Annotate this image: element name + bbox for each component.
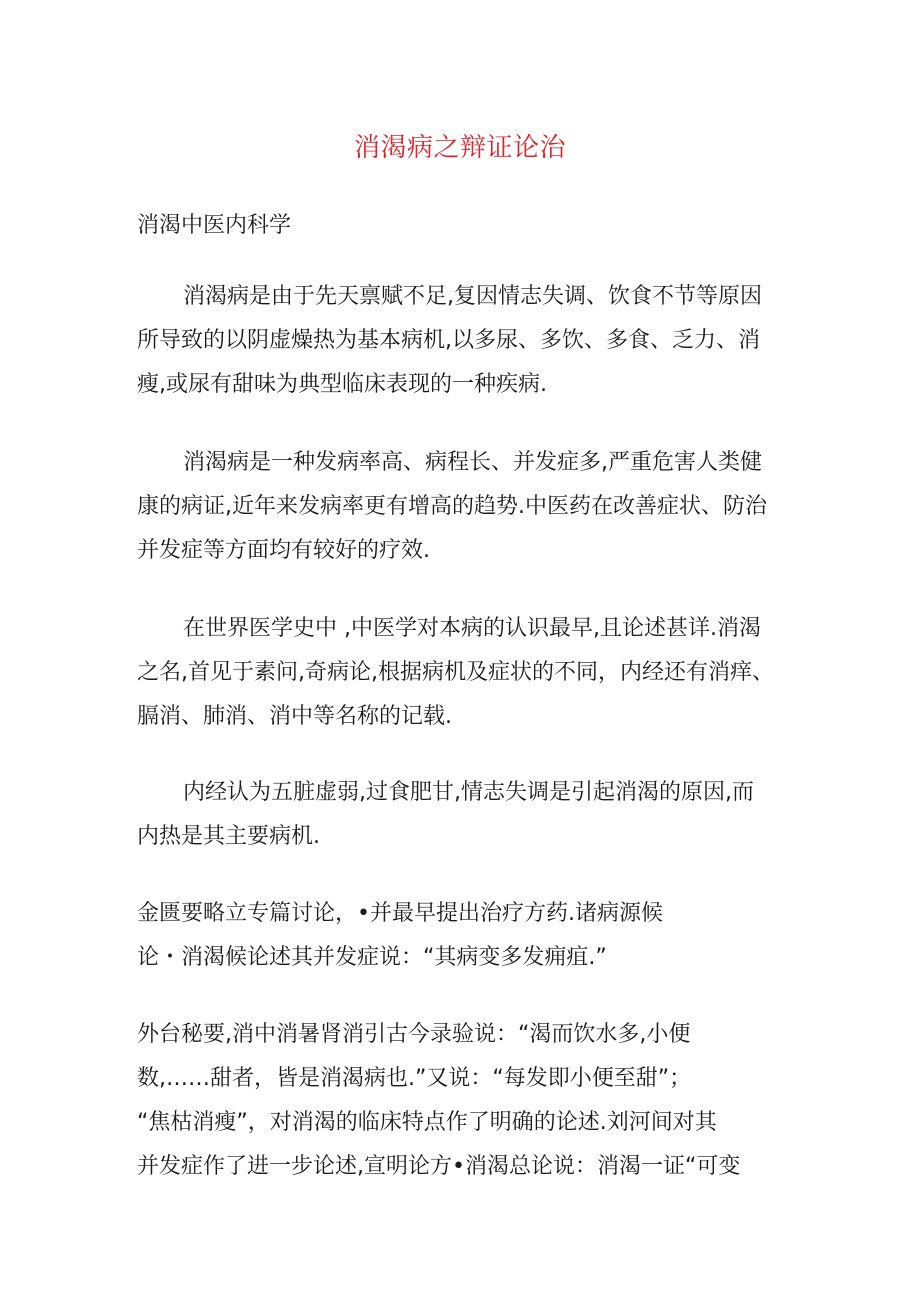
paragraph-line: 膈消、肺消、消中等名称的记载. xyxy=(137,704,452,729)
paragraph-line: “焦枯消瘦”，对消渴的临床特点作了明确的论述.刘河间对其 xyxy=(137,1110,717,1135)
paragraph-line: 金匮要略立专篇讨论，•并最早提出治疗方药.诸病源候 xyxy=(137,901,663,926)
paragraph-line: 并发症作了进一步论述,宣明论方•消渴总论说：消渴一证“可变 xyxy=(137,1154,741,1179)
paragraph-4 xyxy=(137,771,797,859)
paragraph-5 xyxy=(137,892,797,980)
paragraph-line: 消渴病是一种发病率高、病程长、并发症多,严重危害人类健 xyxy=(183,450,762,475)
document-subtitle: 消渴中医内科学 xyxy=(137,213,292,238)
paragraph-6 xyxy=(137,1013,797,1189)
paragraph-2 xyxy=(137,441,797,573)
paragraph-line: 数,……甜者，皆是消渴病也.”又说：“每发即小便至甜”； xyxy=(137,1066,692,1091)
paragraph-line: 瘦,或尿有甜味为典型临床表现的一种疾病. xyxy=(137,372,547,397)
paragraph-line: 在世界医学史中 ,中医学对本病的认识最早,且论述甚详.消渴 xyxy=(183,616,761,641)
paragraph-line: 内热是其主要病机. xyxy=(137,824,320,849)
paragraph-line: 康的病证,近年来发病率更有增高的趋势.中医药在改善症状、防治 xyxy=(137,494,767,519)
paragraph-line: 之名,首见于素问,奇病论,根据病机及症状的不同，内经还有消痒、 xyxy=(137,660,774,685)
paragraph-line: 并发症等方面均有较好的疗效. xyxy=(137,538,430,563)
paragraph-3 xyxy=(137,607,797,739)
paragraph-line: 所导致的以阴虚燥热为基本病机,以多尿、多饮、多食、乏力、消 xyxy=(137,328,760,353)
document-title: 消渴病之辩证论治 xyxy=(353,133,566,163)
paragraph-1 xyxy=(137,275,797,407)
paragraph-line: 内经认为五脏虚弱,过食肥甘,情志失调是引起消渴的原因,而 xyxy=(183,780,754,805)
paragraph-line: 外台秘要,消中消暑肾消引古今录验说：“渴而饮水多,小便 xyxy=(137,1022,691,1047)
paragraph-line: 论・消渴候论述其并发症说：“其病变多发痈疽.” xyxy=(137,945,607,970)
paragraph-line: 消渴病是由于先天禀赋不足,复因情志失调、饮食不节等原因 xyxy=(183,284,762,309)
